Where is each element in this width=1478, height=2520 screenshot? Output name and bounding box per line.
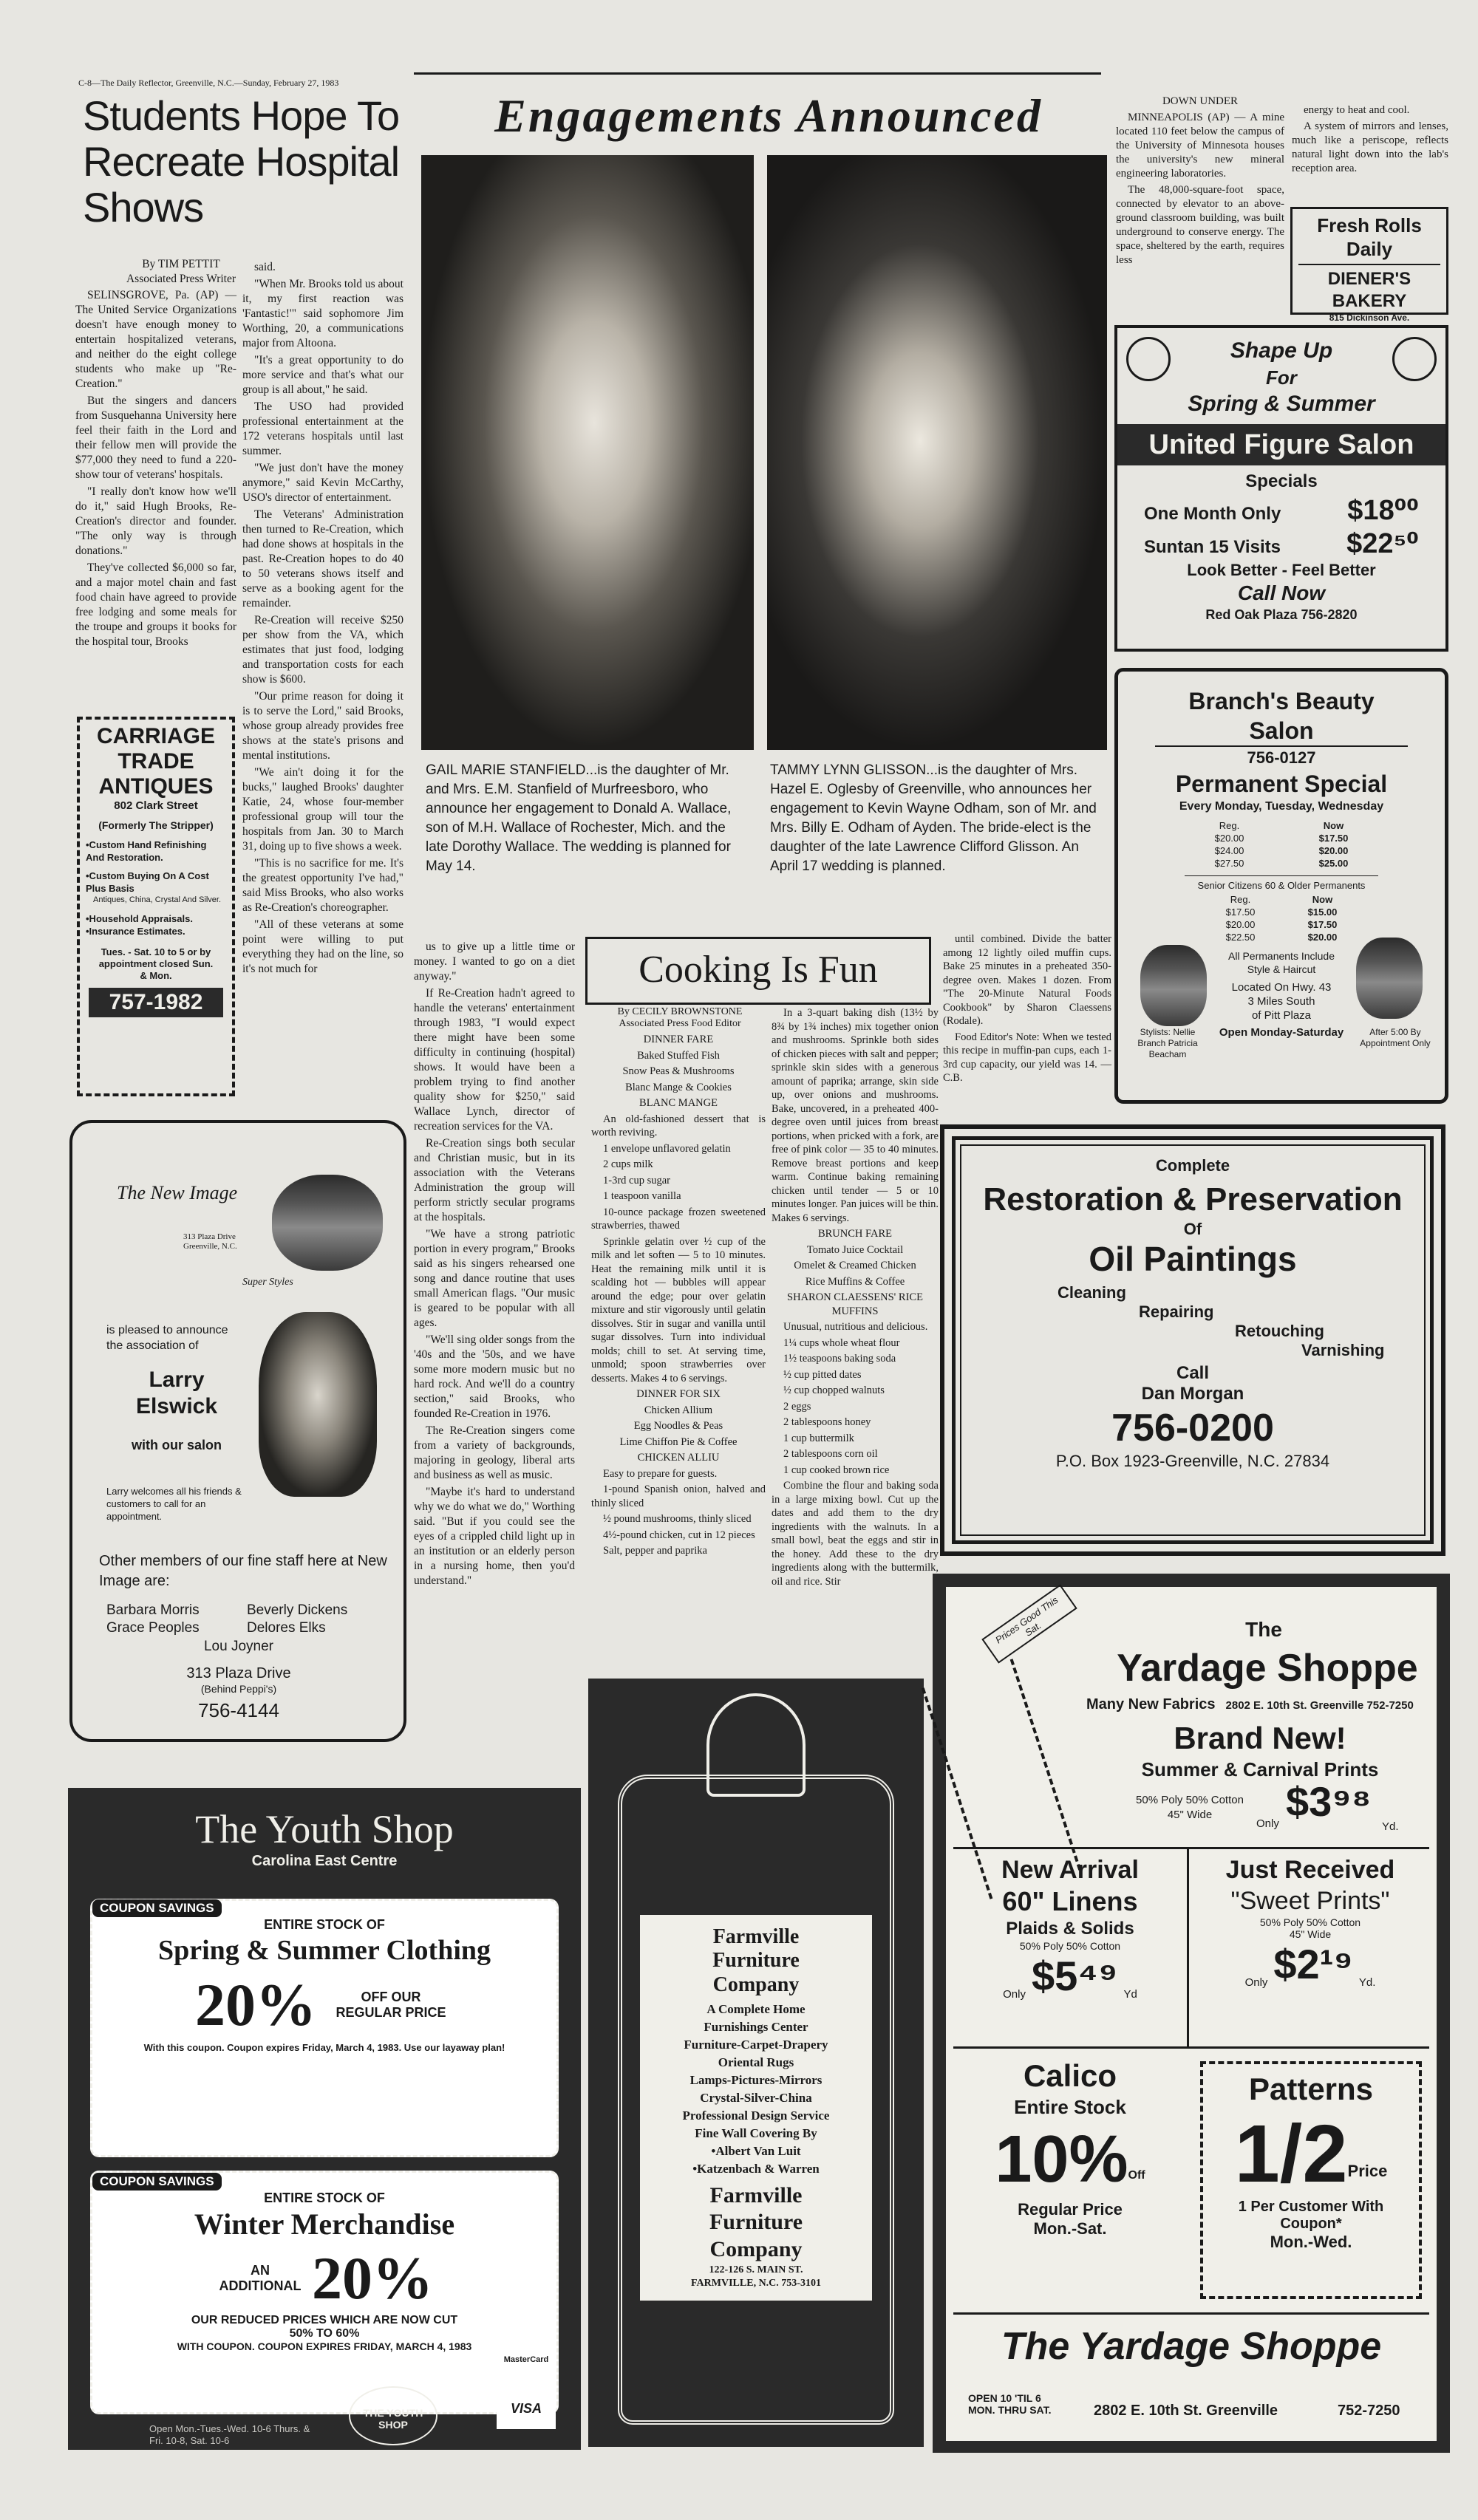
yardage-fabrics: Many New Fabrics	[1086, 1696, 1216, 1713]
carriage-l3: ANTIQUES	[98, 774, 214, 799]
paragraph: "Our prime reason for doing it is to serve the Lord," said Brooks, whose group already provides free shows at the state's prisons and mental institutions.	[242, 690, 403, 762]
paragraph: "All of these veterans at some point were willing to put everything they had on the line, so it's not much for	[242, 918, 403, 975]
paragraph: 1½ teaspoons baking soda	[783, 1353, 896, 1365]
paragraph: Unusual, nutritious and delicious.	[783, 1321, 928, 1333]
farmville-l4: Oriental Rugs	[718, 2055, 794, 2069]
paragraph: 1-3rd cup sugar	[603, 1174, 671, 1186]
paragraph: Food Editor's Note: When we tested this recipe in muffin-pan cups, each 1-3rd cup capacity, our yield was 14. — C.B.	[943, 1031, 1111, 1084]
paragraph: 1 teaspoon vanilla	[603, 1190, 681, 1202]
staff-member: Grace Peoples	[106, 1620, 200, 1636]
flower-icon-right	[1392, 337, 1437, 381]
resto-phone: 756-0200	[1111, 1407, 1274, 1449]
recipe-heading: DOWN UNDER	[1162, 95, 1239, 107]
flower-icon-left	[1126, 337, 1171, 381]
youth-name: The Youth Shop	[195, 1807, 454, 1851]
recipe-heading: Lime Chiffon Pie & Coffee	[619, 1435, 738, 1448]
recipe-heading: BRUNCH FARE	[817, 1228, 893, 1240]
engagement-photo-2	[767, 155, 1107, 750]
newimage-other: Other members of our fine staff here at New Image are:	[99, 1553, 387, 1589]
paragraph: us to give up a little time or money. I wanted to go on a diet anyway."	[414, 940, 575, 983]
cooking-byline	[591, 1006, 769, 1030]
engagement-caption-2: TAMMY LYNN GLISSON...is the daughter of Mrs. Hazel E. Oglesby of Greenville, who announces her engagement to Kevin Wayne Odham, son of Mr. and Mrs. Billy E. Odham of Ayden. The bride-elect is the daughter of the late Lawrence Clifford Glisson. An April 17 wedding is planned.	[770, 762, 1097, 874]
newimage-behind: (Behind Peppi's)	[200, 1683, 277, 1695]
diener-addr: 815 Dickinson Ave.	[1329, 313, 1410, 323]
branch-phone: 756-0127	[1247, 748, 1316, 767]
yardage-prints: Summer & Carnival Prints	[1141, 1758, 1379, 1780]
paragraph: said.	[254, 261, 276, 273]
resto-oil: Oil Paintings	[1089, 1240, 1297, 1278]
branch-now-1: $20.00	[1318, 845, 1349, 856]
yardage-p3: $2¹⁹	[1273, 1941, 1353, 1987]
recipe-heading: BLANC MANGE	[639, 1097, 718, 1109]
students-col-2	[242, 260, 403, 975]
resto-name: Dan Morgan	[1141, 1384, 1244, 1404]
newimage-addr2: 313 Plaza Drive	[186, 1665, 291, 1681]
yardage-cot2: 50% Poly 50% Cotton	[1019, 1940, 1121, 1952]
coupon2-fine: OUR REDUCED PRICES WHICH ARE NOW CUT 50% TO 60%	[191, 2314, 458, 2340]
yardage-cotton: 50% Poly 50% Cotton	[1136, 1794, 1244, 1806]
yardage-shoppe-ad	[933, 1574, 1450, 2453]
branch-loc3: of Pitt Plaza	[1251, 1009, 1312, 1022]
paragraph: "This is no sacrifice for me. It's the greatest opportunity I've had," said Miss Brooks, who also works as Re-Creation's choreographer.	[242, 857, 403, 914]
diener-name: DIENER'S BAKERY	[1298, 264, 1440, 313]
paragraph: The Re-Creation singers come from a variety of backgrounds, majoring in geology, liberal arts and business as well as music.	[414, 1424, 575, 1481]
farmville-l2: Furnishings Center	[704, 2020, 808, 2034]
resto-of: Of	[1183, 1220, 1202, 1238]
recipe-heading: Rice Muffins & Coffee	[805, 1275, 905, 1288]
paragraph: 2 eggs	[783, 1400, 811, 1413]
paragraph: Easy to prepare for guests.	[603, 1467, 718, 1480]
farmville-m2: Furniture	[709, 2210, 803, 2234]
figure-specials: Specials	[1245, 471, 1318, 491]
branch-incl1: All Permanents Include	[1228, 950, 1335, 962]
engagement-photo-1	[421, 155, 754, 750]
yardage-inner	[946, 1587, 1437, 2441]
paragraph: "When Mr. Brooks told us about it, my first reaction was 'Fantastic!'" said sophomore Jim Worthing, 20, a communications major from Altoona.	[242, 278, 403, 349]
newimage-logo: The New Image	[117, 1182, 238, 1203]
yardage-pct: 10%	[995, 2123, 1128, 2196]
engagements-headline: Engagements Announced	[494, 89, 1043, 142]
branch-salon-ad	[1114, 668, 1448, 1104]
branch-name: Branch's Beauty Salon	[1155, 686, 1408, 747]
newimage-addr: 313 Plaza Drive Greenville, N.C.	[183, 1232, 237, 1251]
coupon1-pct: 20%	[195, 1971, 316, 2038]
farmville-m3: Company	[709, 2237, 803, 2261]
paragraph: Salt, pepper and paprika	[603, 1545, 707, 1557]
youth-logo: THE YOUTH SHOP	[349, 2386, 437, 2445]
yardage-open: OPEN 10 'TIL 6 MON. THRU SAT.	[968, 2392, 1052, 2416]
diener-line1: Fresh Rolls	[1317, 214, 1422, 236]
carriage-b2: •Custom Buying On A Cost Plus Basis	[86, 870, 209, 894]
figure-salon-ad	[1114, 325, 1448, 652]
paragraph: Re-Creation sings both secular and Christian music, but in its association with the Veterans Administration the group will perform strictly secular programs at the hospitals.	[414, 1137, 575, 1223]
paragraph: But the singers and dancers from Susquehanna University here feel their faith in the Lord and their fellow men will provide the $77,000 they need to fund a 220-show tour of veterans' hospitals.	[75, 395, 236, 481]
figure-price1: $18⁰⁰	[1347, 495, 1419, 526]
crest-ornament	[706, 1693, 806, 1797]
recipe-heading: Omelet & Creamed Chicken	[794, 1260, 916, 1271]
branch-incl2: Style & Haircut	[1247, 963, 1316, 975]
branch-days: Every Monday, Tuesday, Wednesday	[1179, 800, 1384, 813]
carriage-addr: 802 Clark Street	[114, 799, 198, 812]
paragraph: 1 envelope unflavored gelatin	[603, 1142, 731, 1155]
farmville-panel	[640, 1915, 872, 2301]
paragraph: 2 cups milk	[603, 1158, 653, 1170]
paragraph: The 48,000-square-foot space, connected by elevator to an above-ground classroom building, was built underground to conserve energy. The space, sheltered by the earth, requires less	[1116, 184, 1284, 266]
carriage-l1: CARRIAGE	[96, 724, 215, 748]
paragraph: until combined. Divide the batter among 12 lightly oiled muffin cups. Bake 25 minutes in a preheated 350-degree oven. Makes 1 dozen. From "The 20-Minute Natural Foods Cookbook" by Sharon Claessens (Rodale).	[943, 933, 1111, 1027]
recipe-heading: Egg Noodles & Peas	[633, 1420, 723, 1432]
model-illustration	[272, 1175, 383, 1271]
figure-name: United Figure Salon	[1117, 424, 1445, 465]
branch-senior-table	[1118, 893, 1445, 943]
paragraph: 2 tablespoons honey	[783, 1416, 871, 1428]
branch-h-now2: Now	[1312, 894, 1333, 905]
staff-member-last: Lou Joyner	[203, 1639, 273, 1654]
yardage-only3: Only	[1244, 1976, 1268, 1989]
farmville-addr: 122-126 S. MAIN ST.	[709, 2264, 803, 2275]
farmville-city: FARMVILLE, N.C. 753-3101	[691, 2278, 821, 2289]
paragraph: An old-fashioned dessert that is worth reviving.	[591, 1113, 766, 1138]
newimage-name2: Elswick	[135, 1394, 218, 1418]
yardage-calico-block	[953, 2057, 1187, 2239]
paragraph: The Veterans' Administration then turned to Re-Creation, which had done shows at hospitals in the past. Re-Creation hopes to do 40 to 50 veterans shows itself and serve as a booking agent for the remainder.	[242, 508, 403, 609]
yardage-p1: $3⁹⁸	[1286, 1778, 1372, 1825]
yardage-sweet: "Sweet Prints"	[1230, 1887, 1390, 1915]
larry-elswick-photo	[259, 1312, 377, 1497]
new-image-ad	[69, 1120, 406, 1742]
yardage-calico: Calico	[1023, 2058, 1117, 2093]
branch-h-reg2: Reg.	[1230, 894, 1251, 905]
branch-now2-0: $15.00	[1307, 906, 1338, 918]
paragraph: "I really don't know how we'll do it," said Hugh Brooks, Re-Creation's director and founder. "The only way is through donations."	[75, 485, 236, 557]
coupon1-fine: With this coupon. Coupon expires Friday, March 4, 1983. Use our layaway plan!	[143, 2042, 505, 2053]
branch-loc2: 3 Miles South	[1247, 995, 1315, 1008]
resto-addr: P.O. Box 1923-Greenville, N.C. 27834	[1055, 1452, 1330, 1470]
recipe-heading: Chicken Allium	[644, 1404, 713, 1416]
branch-reg2-2: $22.50	[1225, 932, 1256, 943]
yardage-entire: Entire Stock	[1014, 2096, 1126, 2118]
masthead: C-8—The Daily Reflector, Greenville, N.C.—Sunday, February 27, 1983	[78, 78, 339, 88]
coupon1-label: COUPON SAVINGS	[92, 1899, 222, 1917]
students-headline: Students Hope To Recreate Hospital Shows	[83, 92, 400, 231]
figure-row1	[1117, 494, 1445, 527]
farmville-n1: Farmville	[712, 1925, 800, 1948]
paragraph: Re-Creation will receive $250 per show from the VA, which estimates that just food, lodging and transportation costs for each show is $600.	[242, 614, 403, 686]
yardage-yd3: Yd.	[1358, 1976, 1376, 1989]
branch-footer	[1118, 1022, 1445, 1060]
paragraph: 1¼ cups whole wheat flour	[783, 1336, 900, 1349]
paragraph: ½ cup chopped walnuts	[783, 1384, 885, 1396]
mastercard-logo: MasterCard	[497, 2343, 556, 2379]
coupon2-fine3: WITH COUPON. COUPON EXPIRES FRIDAY, MARCH 4, 1983	[177, 2340, 472, 2352]
yardage-foot: The Yardage Shoppe	[1001, 2325, 1382, 2368]
yardage-linens: 60" Linens	[1002, 1886, 1138, 1916]
resto-title: Restoration & Preservation	[983, 1181, 1403, 1218]
paragraph: "We have a strong patriotic portion in every program," Brooks said as his singers rehearsed one song and dance routine that uses small American flags. "Our music is geared to be popular with all ages.	[414, 1228, 575, 1329]
farmville-l8: Fine Wall Covering By	[695, 2126, 817, 2140]
paragraph: SELINSGROVE, Pa. (AP) — The United Service Organizations doesn't have enough money to entertain hospitalized veterans, and neither do the eight college students who make up "Re-Creation."	[75, 289, 236, 390]
yardage-fabrics-row	[1086, 1696, 1434, 1713]
branch-reg-1: $24.00	[1214, 845, 1244, 856]
staff-member: Barbara Morris	[106, 1602, 200, 1618]
restoration-ad	[940, 1124, 1445, 1556]
branch-reg-0: $20.00	[1214, 833, 1244, 844]
farmville-l7: Professional Design Service	[682, 2108, 830, 2123]
figure-row1-label: One Month Only	[1144, 504, 1281, 524]
recipe-heading: Snow Peas & Mushrooms	[622, 1065, 735, 1077]
carriage-formerly: (Formerly The Stripper)	[98, 819, 214, 831]
paragraph: 10-ounce package frozen sweetened strawberries, thawed	[591, 1206, 766, 1232]
carriage-b1: •Custom Hand Refinishing And Restoration.	[86, 839, 207, 863]
figure-title2: For	[1266, 366, 1297, 389]
byline-title: Associated Press Writer	[126, 273, 236, 285]
paragraph: energy to heat and cool.	[1304, 104, 1410, 116]
coupon1-entire: ENTIRE STOCK OF	[264, 1917, 385, 1932]
branch-h-reg: Reg.	[1219, 820, 1240, 831]
paragraph: MINNEAPOLIS (AP) — A mine located 110 feet below the campus of the University of Minnesota houses the university's new mineral engineering laboratories.	[1116, 112, 1284, 180]
paragraph: ½ pound mushrooms, thinly sliced	[603, 1513, 752, 1525]
branch-now2-1: $17.50	[1307, 919, 1338, 930]
yardage-monsat: Mon.-Sat.	[1033, 2219, 1107, 2238]
cooking-headline: Cooking Is Fun	[585, 937, 931, 1005]
cooking-col-2	[772, 1006, 939, 1775]
yardage-per: 1 Per Customer With Coupon*	[1238, 2199, 1384, 2232]
yardage-the: The	[1245, 1618, 1282, 1641]
figure-row2	[1117, 527, 1445, 560]
carriage-l2: TRADE	[118, 749, 194, 774]
yardage-tag: Prices Good This Sat.	[981, 1584, 1077, 1663]
resto-call: Call	[1176, 1363, 1209, 1383]
byline-name: By TIM PETTIT	[142, 258, 220, 270]
yardage-fphone: 752-7250	[1338, 2403, 1400, 2419]
farmville-l3: Furniture-Carpet-Drapery	[684, 2038, 828, 2052]
yardage-patterns: Patterns	[1248, 2072, 1374, 2106]
staff-member: Beverly Dickens	[247, 1602, 348, 1618]
coupon2-an: AN ADDITIONAL	[219, 2263, 302, 2293]
yardage-divider-3	[953, 2312, 1429, 2315]
youth-loc: Carolina East Centre	[251, 1853, 398, 1869]
cooking-byline-title: Associated Press Food Editor	[619, 1018, 741, 1029]
recipe-heading: Tomato Juice Cocktail	[806, 1243, 904, 1256]
branch-now-0: $17.50	[1318, 833, 1349, 844]
farmville-n2: Furniture	[712, 1949, 800, 1972]
yardage-cot3: 50% Poly 50% Cotton	[1259, 1916, 1361, 1928]
recipe-heading: SHARON CLAESSENS' RICE MUFFINS	[787, 1291, 923, 1317]
stylist-photo-1	[1140, 945, 1207, 1026]
coupon-spring[interactable]	[90, 1899, 559, 2157]
carriage-b3: •Household Appraisals.	[86, 913, 193, 924]
yardage-divider-v	[1187, 1847, 1189, 2046]
paragraph: Sprinkle gelatin over ½ cup of the milk and let soften — 5 to 10 minutes. Heat the remaining milk until it is scalding hot — bubbles will appear around the edge; pour over gelatin mixture and stir vigorously until gelatin dissolves. Stir in sugar and vanilla until sugar dissolves. Turn into individual molds; chill to set. At serving time, unmold; spoon strawberries over desserts. Makes 4 to 6 servings.	[591, 1235, 766, 1384]
coupon2-entire: ENTIRE STOCK OF	[264, 2191, 385, 2205]
students-col-1	[75, 288, 236, 709]
paragraph: 2 tablespoons corn oil	[783, 1448, 878, 1460]
farmville-l9: •Albert Van Luit	[711, 2144, 801, 2158]
resto-complete: Complete	[1155, 1156, 1230, 1175]
newimage-style: Super Styles	[242, 1277, 293, 1288]
visa-logo: VISA	[497, 2394, 556, 2429]
paragraph: 1-pound Spanish onion, halved and thinly sliced	[591, 1483, 766, 1509]
resto-s4: Varnishing	[1301, 1341, 1385, 1359]
resto-s3: Retouching	[1235, 1322, 1324, 1340]
engagement-caption-1: GAIL MARIE STANFIELD...is the daughter of Mr. and Mrs. E.M. Stanfield of Murfreesboro, who announce her engagement to Donald A. Wallace, son of M.H. Wallace of Rochester, Mich. and the late Dorothy Wallace. The wedding is planned for May 14.	[426, 762, 732, 874]
carriage-b4: •Insurance Estimates.	[86, 926, 185, 937]
yardage-yd2: Yd	[1123, 1988, 1137, 2001]
newimage-welcome: Larry welcomes all his friends & customers to call for an appointment.	[106, 1486, 242, 1522]
carriage-phone: 757-1982	[89, 988, 223, 1017]
branch-reg2-0: $17.50	[1225, 906, 1256, 918]
paragraph: ½ cup pitted dates	[783, 1368, 862, 1381]
yardage-addr: 2802 E. 10th St. Greenville 752-7250	[1225, 1699, 1414, 1712]
yardage-off: Off	[1128, 2169, 1145, 2182]
coupon2-stock: Winter Merchandise	[194, 2207, 455, 2241]
figure-title3: Spring & Summer	[1188, 392, 1375, 416]
newimage-phone: 756-4144	[198, 1699, 279, 1721]
stylist-photo-2	[1356, 938, 1423, 1019]
diener-bakery-ad	[1290, 207, 1448, 323]
paragraph: 1 cup buttermilk	[783, 1432, 854, 1444]
paragraph: "We'll sing older songs from the '40s and the '50s, and we have some more modern music but no hard rock. And we'll do a country section," said Brooks, who founded Re-Creation in 1976.	[414, 1334, 575, 1420]
yardage-only1: Only	[1256, 1817, 1279, 1830]
branch-senior: Senior Citizens 60 & Older Permanents	[1185, 875, 1378, 892]
yardage-half: 1/2	[1234, 2108, 1348, 2199]
recipe-heading: Blanc Mange & Cookies	[625, 1081, 732, 1093]
carriage-hours: Tues. - Sat. 10 to 5 or by appointment closed Sun. & Mon.	[98, 946, 214, 981]
yardage-name: Yardage Shoppe	[1117, 1647, 1418, 1690]
yardage-monwed: Mon.-Wed.	[1270, 2233, 1352, 2251]
yardage-regular: Regular Price	[1018, 2200, 1123, 2219]
youth-hours: Open Mon.-Tues.-Wed. 10-6 Thurs. & Fri. 10-8, Sat. 10-6	[149, 2423, 310, 2446]
cooking-col-1	[591, 1033, 766, 1772]
branch-reg2-1: $20.00	[1225, 919, 1256, 930]
newimage-name1: Larry	[149, 1367, 205, 1392]
yardage-p2: $5⁴⁹	[1031, 1953, 1118, 1999]
branch-price-table	[1118, 819, 1445, 870]
branch-reg-2: $27.50	[1214, 858, 1244, 869]
staff-member: Delores Elks	[247, 1620, 326, 1636]
yardage-arrival-block	[953, 1854, 1187, 2001]
branch-loc1: Located On Hwy. 43	[1231, 981, 1332, 994]
cooking-col-3	[943, 932, 1111, 1095]
youth-shop-ad	[68, 1788, 581, 2450]
branch-now2-2: $20.00	[1307, 932, 1338, 943]
yardage-price: Price	[1347, 2162, 1388, 2180]
farmville-l5: Lamps-Pictures-Mirrors	[689, 2073, 823, 2087]
newimage-staff	[106, 1602, 387, 1637]
figure-call: Call Now	[1237, 581, 1326, 604]
resto-s1: Cleaning	[1058, 1283, 1126, 1302]
farmville-l10: •Katzenbach & Warren	[692, 2162, 820, 2176]
yardage-yd1: Yd.	[1382, 1820, 1399, 1833]
yardage-received-block	[1191, 1854, 1429, 1989]
recipe-heading: DINNER FARE	[643, 1034, 714, 1045]
paragraph: "It's a great opportunity to do more service and that's what our group is all about," he said.	[242, 354, 403, 396]
figure-addr: Red Oak Plaza 756-2820	[1205, 607, 1358, 622]
farmville-furniture-ad	[588, 1679, 924, 2447]
newimage-announce: is pleased to announce the association of	[106, 1324, 228, 1352]
yardage-received: Just Received	[1225, 1856, 1395, 1884]
yardage-wide: 45" Wide	[1167, 1809, 1213, 1821]
yardage-brand: Brand New!	[1174, 1721, 1346, 1755]
paragraph: 1 cup cooked brown rice	[783, 1464, 890, 1476]
top-rule	[414, 72, 1101, 75]
farmville-l6: Crystal-Silver-China	[700, 2091, 812, 2105]
yardage-plaids: Plaids & Solids	[1006, 1919, 1134, 1939]
newimage-name-block	[106, 1367, 247, 1420]
yardage-arrival: New Arrival	[1001, 1856, 1139, 1884]
carriage-b2s: Antiques, China, Crystal And Silver.	[93, 895, 222, 904]
paragraph: "We ain't doing it for the bucks," laughed Brooks' daughter Katie, 24, whose four-member professional group will tour the hospitals from Jan. 30 to March 31, doing up to five shows a week.	[242, 766, 403, 853]
recipe-heading: DINNER FOR SIX	[636, 1388, 721, 1400]
coupon2-label: COUPON SAVINGS	[92, 2173, 222, 2191]
coupon-winter[interactable]	[90, 2171, 559, 2414]
paragraph: Combine the flour and baking soda in a large mixing bowl. Cut up the dates and add them to the dry ingredients with the walnuts. In a small bowl, beat the eggs and stir in the honey. Add these to the dry ingredients along with the buttermilk, oil and rice. Stir	[772, 1480, 939, 1588]
diener-line2: Daily	[1346, 238, 1393, 260]
paragraph: The USO had provided professional entertainment at the 172 veterans hospitals until last summer.	[242, 400, 403, 457]
yardage-only2: Only	[1003, 1988, 1026, 2001]
figure-price2: $22⁵⁰	[1346, 528, 1419, 559]
branch-special: Permanent Special	[1175, 771, 1388, 797]
branch-stylists: Stylists: Nellie Branch Patricia Beacham	[1137, 1027, 1198, 1059]
farmville-m1: Farmville	[709, 2183, 803, 2207]
cooking-byline-name: By CECILY BROWNSTONE	[617, 1006, 743, 1017]
coupon1-off: OFF OUR REGULAR PRICE	[336, 1990, 446, 2020]
paragraph: "We just don't have the money anymore," said Kevin McCarthy, USO's director of entertainment.	[242, 462, 403, 504]
coupon1-stock: Spring & Summer Clothing	[157, 1935, 491, 1966]
branch-after: After 5:00 By Appointment Only	[1360, 1027, 1431, 1048]
paragraph: "Maybe it's hard to understand why we do what we do," Worthing said. "But if you could see the eyes of a crippled child light up in an institution or an elderly person in a nursing home, then you'd understand."	[414, 1486, 575, 1587]
coupon2-pct: 20%	[312, 2244, 433, 2312]
paragraph: They've collected $6,000 so far, and a major motel chain and fast food chain have agreed to provide free lodging and some meals for the troupe and groups it books for the hospital tour, Brooks	[75, 561, 236, 648]
paragraph: In a 3-quart baking dish (13½ by 8¾ by 1¾ inches) mix together onion and mushrooms. Sprinkle both sides of chicken pieces with salt and pepper; sprinkle skin sides with a generous amount of paprika; arrange, skin side up, over onions and mushrooms. Bake, uncovered, in a preheated 400-degree oven until juices from breast portions, when pricked with a fork, are free of pink color — 35 to 40 minutes. Remove breast portions and keep warm. Continue baking remaining chicken until tender — 5 or 10 minutes longer. Pan juices will be thin. Makes 6 servings.	[772, 1007, 939, 1224]
recipe-heading: CHICKEN ALLIU	[637, 1452, 720, 1464]
yardage-faddr: 2802 E. 10th St. Greenville	[1094, 2403, 1278, 2419]
figure-tag: Look Better - Feel Better	[1187, 561, 1376, 579]
branch-hours: Open Monday-Saturday	[1219, 1026, 1344, 1039]
carriage-antiques-ad	[77, 717, 235, 1096]
farmville-l1: A Complete Home	[706, 2002, 806, 2016]
students-col-3	[414, 940, 575, 1782]
paragraph: If Re-Creation hadn't agreed to handle the veterans' entertainment through 1983, "I would expect there might have been some difficulty in continuing (hospital) shows. It would have been a problem trying to find another quality show for $250," said Wallace Lynch, director of recreation services for the VA.	[414, 987, 575, 1133]
farmville-n3: Company	[712, 1973, 800, 1996]
yardage-divider-1	[953, 1847, 1429, 1849]
figure-title1: Shape Up	[1230, 338, 1333, 363]
recipe-heading: Baked Stuffed Fish	[637, 1049, 720, 1062]
newimage-with: with our salon	[131, 1438, 222, 1452]
paragraph: A system of mirrors and lenses, much like a periscope, reflects natural light down into the lab's reception area.	[1292, 120, 1448, 174]
yardage-divider-2	[953, 2046, 1429, 2049]
minneapolis-col-1	[1116, 95, 1284, 309]
minneapolis-col-2	[1292, 103, 1448, 199]
branch-h-now: Now	[1323, 820, 1344, 831]
patterns-coupon[interactable]	[1200, 2061, 1422, 2299]
yardage-wide3: 45" Wide	[1289, 1928, 1332, 1940]
students-byline	[118, 257, 244, 287]
branch-now-2: $25.00	[1318, 858, 1349, 869]
paragraph: 4½-pound chicken, cut in 12 pieces	[603, 1529, 755, 1541]
resto-s2: Repairing	[1139, 1302, 1214, 1321]
figure-row2-label: Suntan 15 Visits	[1144, 537, 1281, 557]
